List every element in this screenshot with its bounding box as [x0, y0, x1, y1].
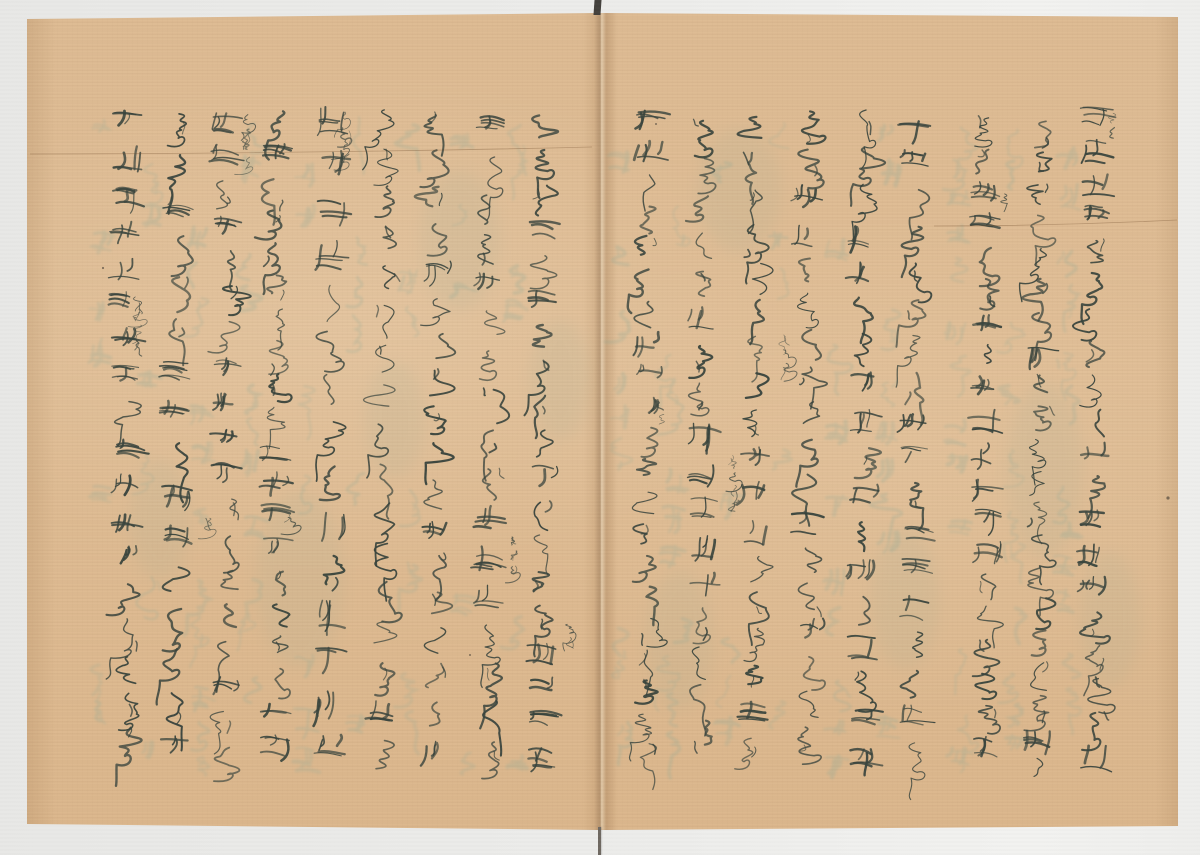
- manuscript-spread: [27, 13, 1178, 830]
- binding-mark-top: [593, 0, 601, 15]
- page-right: [600, 13, 1178, 830]
- center-fold: [583, 13, 617, 830]
- binding-thread-bottom: [598, 827, 601, 855]
- page-left: [27, 13, 600, 830]
